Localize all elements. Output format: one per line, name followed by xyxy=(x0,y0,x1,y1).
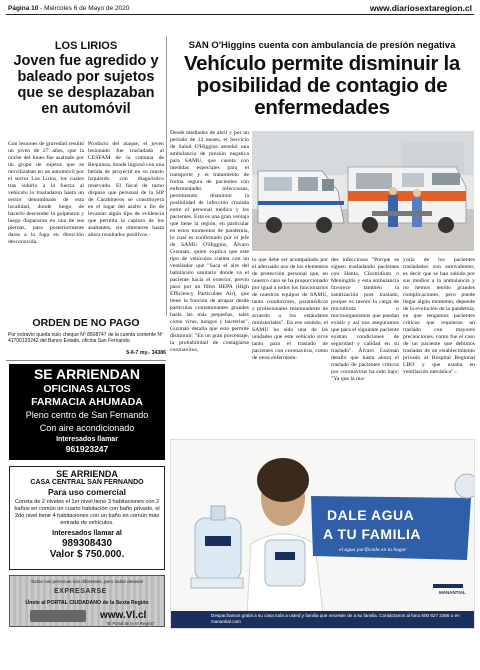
portal-ad-brand: EXPRESARSE xyxy=(54,588,107,595)
office-ad-headline: SE ARRIENDAN xyxy=(33,366,141,382)
left-story-headline: Joven fue agredido y baleado por sujetos que se desplazaban en automóvil xyxy=(13,53,159,117)
water-ad-tagline-1: DALE AGUA xyxy=(327,507,415,523)
water-ad-tagline-3: el agua purificada en tu hogar xyxy=(339,547,407,553)
header-divider xyxy=(6,14,474,15)
house-ad-price: Valor $ 750.000. xyxy=(49,549,125,560)
water-ad-tagline-2: A TU FAMILIA xyxy=(323,526,422,542)
house-ad-headline: SE ARRIENDA xyxy=(56,469,118,479)
right-story-column-2: lo que debe ser acompañado por el adecuado uso de los elementos de protección personal que, en nuestro caso se ha proporcionado por igual a todos los funcionarios de nuestros equipos de SAMU, tanto conductores, paramédicos y profesionales reanimadores de acuerdo a los estándares ministeriales". En ese sentido, el SAMU ha sido una de las unidades que este vehículo sirve tanto para el traslado de pacientes con coronavirus, como de otras enfermeda- xyxy=(252,257,328,361)
office-rent-ad xyxy=(9,364,165,460)
portal-ad-top-line: Todas mis personas son diferentes, pero todas desean! xyxy=(30,579,144,584)
left-story-column-2: Producto del ataque, el joven lesionado fue trasladado al CESFAM de la comuna de Requinoa, donde ingresó con una herida de proyectil en su muslo izquierdo con diagnóstico reservado. El fiscal de turno dispuso que personal de la SIP de Carabineros se constituyera en el lugar del asalto a fin de levantar algún tipo de evidencia que permita la captura de los asaltantes, sin obtenerse hasta ahora resultados positivos.- xyxy=(88,141,164,238)
portal-logo-icon xyxy=(30,610,86,622)
portal-ad[interactable] xyxy=(9,575,165,627)
office-ad-line-3: FARMACIA AHUMADA xyxy=(31,396,143,408)
notice-title: ORDEN DE NO PAGO xyxy=(32,317,140,329)
office-ad-phone: 961923247 xyxy=(65,444,109,454)
house-ad-use: Para uso comercial xyxy=(48,487,126,497)
left-story-kicker: LOS LIRIOS xyxy=(54,40,118,52)
water-ad[interactable] xyxy=(170,439,475,629)
right-story-kicker: SAN O'Higgins cuenta con ambulancia de presión negativa xyxy=(188,40,456,51)
house-ad-phone: 989308430 xyxy=(61,538,113,549)
office-ad-location: Pleno centro de San Fernando xyxy=(25,410,149,420)
house-rent-ad xyxy=(9,466,165,570)
water-ad-brand: MANANTIAL xyxy=(439,590,466,595)
water-ad-footer: Despachamos gratis a su casa todo a usted y familia que necesite de a su familia. Contáctanos al fono 600 627 2366 o en manantial.com xyxy=(171,611,474,628)
office-ad-feature: Con aire acondicionado xyxy=(39,423,135,433)
right-story-headline: Vehículo permite disminuir la posibilidad de contagio de enfermedades xyxy=(183,52,461,119)
right-story-column-4: yoría de los pacientes trasladados son autovalentes, es decir que se han subido por sus medios a la ambulancia y no hemos tenido grandes complicaciones, pero puede llegar algún momento, depende de la evolución de la pandemia, en que tengamos pacientes críticos que requieran un traslado con mayores precauciones, como fue el caso de un paciente que debimos trasladar de un establecimiento privado al Hospital Regional LBO y que estaba en ventilación mecánica".- xyxy=(403,257,476,375)
page-header-date: Página 10 - Miércoles 6 de Mayo de 2020 xyxy=(8,5,130,12)
office-ad-contact: Interesados llamar xyxy=(56,436,118,443)
house-ad-body: Consta de 2 niveles el 1er nivel tiene 3 habitaciones con 2 baños en común un cuarto habitación con baño privado, el 2do nivel tiene 4 habitaciones con un baño en común más entrada de vehículos. xyxy=(14,499,160,526)
portal-ad-url[interactable]: www.Vl.cl xyxy=(100,610,147,621)
right-story-column-3: des infecciosas "Porque se siguen trasladando pacientes con Hanta, Clostridium o Meningitis y esta ambulancia favorece también la sanitización post traslado, porque es menor la carga de microbiota o microorganismos que puedan existir y así nos aseguramos que para el siguiente paciente existan condiciones de seguridad y calidad en su traslado". Álvaro Guzmán detalló que hasta ahora el traslado de pacientes críticos por coronavirus ha sido bajo: "Ya que la ma- xyxy=(331,257,399,382)
column-divider xyxy=(166,36,167,316)
ambulance-photo xyxy=(252,131,474,251)
portal-ad-tagline: "El Portal de la VI Región" xyxy=(106,621,155,626)
notice-signature: 5-6-7 my.- 34386 xyxy=(126,350,166,356)
ambulance-image xyxy=(252,131,474,251)
house-ad-subheadline: CASA CENTRAL SAN FERNANDO xyxy=(30,479,144,486)
portal-ad-middle: Únete al PORTAL CIUDADANO de la Sexta Región xyxy=(25,600,149,606)
notice-body: Por extravío queda nulo cheque Nº 8508747 de la cuenta corriente Nº 41700120242 del Banco Estado, oficina San Fernando. xyxy=(8,332,163,344)
right-story-column-1: Desde mediados de abril y por un período de 12 meses, el Servicio de Salud O'Higgins atendió una ambulancia de presión negativa para SAMU, que cuenta con medidas especiales para el transporte y el tratamiento de forma segura de pacientes con enfermedades infecciosas, permitiendo disminuir la posibilidad de infección cruzada entre el personal médico y los pacientes. Esta es una gran ventaja que tiene la región, en particular en estos momentos de pandemia, lo cual es confirmado por el jefe de SAMU O'Higgins, Álvaro Guzmán, quien explica que este tipo de vehículos cuenta con un ventilador que "Saca el aire del habitáculo sanitario donde va el paciente hacia el exterior, previo paso por un filtro HEPA (High Efficiency Particulate Air), que tiene la función de atrapar desde partículas contaminantes grandes hasta las más pequeñas, tales como virus, hongos y bacterias". Guzmán detalla que esto permite disminuir: "En un gran porcentaje, la probabilidad de contagiarse coronavirus, xyxy=(170,130,249,353)
site-url[interactable]: www.diariosextaregion.cl xyxy=(369,3,472,13)
office-ad-line-2: OFICINAS ALTOS xyxy=(43,383,131,395)
house-ad-contact: Interesados llamar al xyxy=(52,530,122,537)
left-story-column-1: Con lesiones de gravedad resultó un joven de 27 años, que la noche del lunes fue asaltado por un grupo de sujetos que se movilizaban en un automóvil por el sector Los Lirios, los cuales tras subirlo a la fuerza al vehículo lo trasladaron hasta un sector denominado de esta localidad, donde luego de hacerlo descender la golpearon y luego dispararon en una de sus piernas, para posteriormente darse a la fuga en dirección desconocida. xyxy=(8,141,84,245)
notice-divider xyxy=(6,360,166,361)
